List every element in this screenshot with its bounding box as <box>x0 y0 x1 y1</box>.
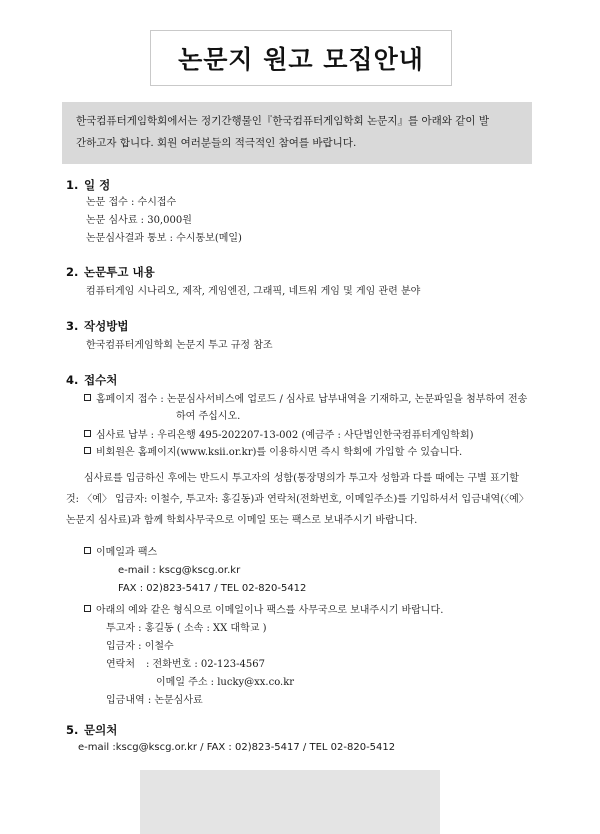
reception-fee-payment: 심사료 납부 : 우리은행 495-202207-13-002 (예금주 : 사단법인한국컴퓨터게임학회) <box>84 429 474 443</box>
reception-homepage: 홈페이지 접수 : 논문심사서비스에 업로드 / 심사료 납부내역을 기재하고, 논문파일을 첨부하여 전송 <box>84 393 527 407</box>
intro-box <box>62 102 532 164</box>
example-contact-label: 연락처 <box>106 659 135 670</box>
example-depositor: 입금자 : 이철수 <box>106 641 174 652</box>
schedule-receipt: 논문 접수 : 수시접수 <box>86 197 177 208</box>
title-box <box>150 30 452 86</box>
page-title: 논문지 원고 모집안내 <box>178 45 424 74</box>
notice-line: 심사료를 입금하신 후에는 반드시 투고자의 성함(통장명의가 투고자 성함과 다를 때에는 구별 표기할 <box>84 473 519 484</box>
section-heading-reception: 4. 접수처 <box>66 373 118 387</box>
notice-line: 논문지 심사료)과 함께 학회사무국으로 이메일 또는 팩스로 보내주시기 바랍니다. <box>66 515 418 526</box>
method-text: 한국컴퓨터게임학회 논문지 투고 규정 참조 <box>86 340 273 351</box>
reception-non-member: 비회원은 홈페이지(www.ksii.or.kr)를 이용하시면 즉시 학회에 가입할 수 있습니다. <box>84 446 462 460</box>
intro-line: 한국컴퓨터게임학회에서는 정기간행물인『한국컴퓨터게임학회 논문지』를 아래와 같이 발 <box>76 115 489 127</box>
example-deposit-detail: 입금내역 : 논문심사료 <box>106 695 203 706</box>
checkbox-icon <box>84 605 91 612</box>
checkbox-icon <box>84 447 91 454</box>
bottom-shading <box>140 770 440 834</box>
notice-line: 것: 〈예〉 입금자: 이철수, 투고자: 홍길동)과 연락처(전화번호, 이메일주소)를 기입하셔서 입금내역(〈예〉 <box>66 494 529 505</box>
reception-homepage-cont: 하여 주십시오. <box>176 411 241 422</box>
contact-block-header: 이메일과 팩스 <box>84 546 157 560</box>
section-heading-topics: 2. 논문투고 내용 <box>66 265 155 279</box>
schedule-fee: 논문 심사료 : 30,000원 <box>86 215 192 226</box>
example-author: 투고자 : 홍길동 ( 소속 : XX 대학교 ) <box>106 623 267 634</box>
inquiry-text: e-mail :kscg@kscg.or.kr / FAX : 02)823-5417 / TEL 02-820-5412 <box>78 742 396 753</box>
checkbox-icon <box>84 394 91 401</box>
example-block-header: 아래의 예와 같은 형식으로 이메일이나 팩스를 사무국으로 보내주시기 바랍니다. <box>84 604 443 618</box>
contact-fax: FAX : 02)823-5417 / TEL 02-820-5412 <box>118 583 307 594</box>
schedule-result: 논문심사결과 통보 : 수시통보(메일) <box>86 233 242 244</box>
example-email: 이메일 주소 : lucky@xx.co.kr <box>156 677 295 688</box>
checkbox-icon <box>84 430 91 437</box>
section-heading-schedule: 1. 일 정 <box>66 178 111 192</box>
topics-text: 컴퓨터게임 시나리오, 제작, 게임엔진, 그래픽, 네트워 게임 및 게임 관련 분야 <box>86 286 421 297</box>
section-heading-inquiry: 5. 문의처 <box>66 723 118 737</box>
section-heading-method: 3. 작성방법 <box>66 319 129 333</box>
checkbox-icon <box>84 547 91 554</box>
example-phone: : 전화번호 : 02-123-4567 <box>146 659 265 670</box>
intro-line: 간하고자 합니다. 회원 여러분들의 적극적인 참여를 바랍니다. <box>76 137 357 149</box>
contact-email: e-mail : kscg@kscg.or.kr <box>118 565 241 576</box>
